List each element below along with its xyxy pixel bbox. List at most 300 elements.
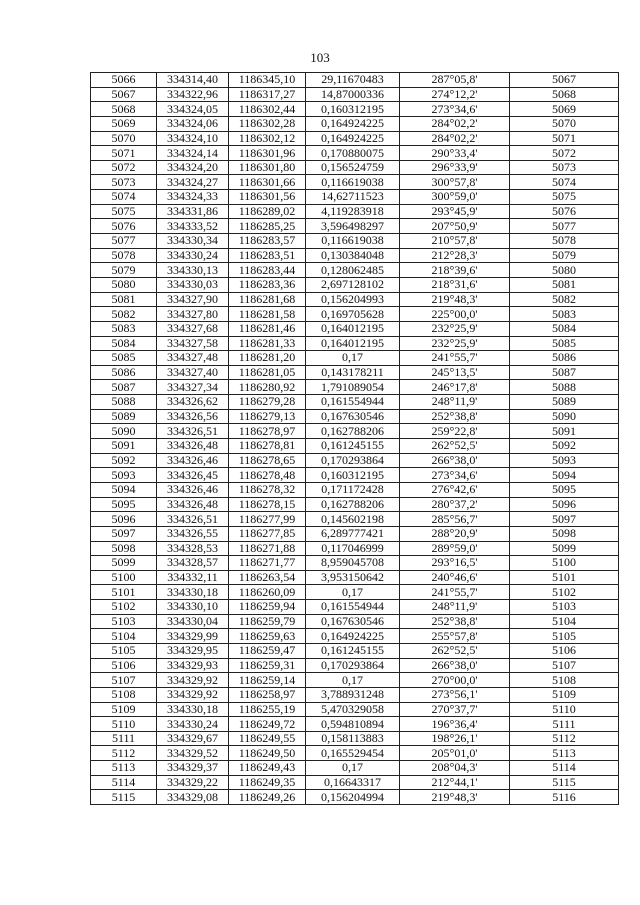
distance-cell: 0,170293864 xyxy=(306,658,400,673)
direction-angle-cell: 207°50,9' xyxy=(400,219,510,234)
point-number-cell: 5112 xyxy=(91,746,157,761)
direction-angle-cell: 218°39,6' xyxy=(400,263,510,278)
point-number-cell: 5084 xyxy=(91,336,157,351)
next-point-number-cell: 5087 xyxy=(510,365,619,380)
y-coordinate-cell: 1186278,15 xyxy=(229,497,306,512)
direction-angle-cell: 285°56,7' xyxy=(400,512,510,527)
point-number-cell: 5083 xyxy=(91,321,157,336)
next-point-number-cell: 5075 xyxy=(510,190,619,205)
y-coordinate-cell: 1186259,47 xyxy=(229,643,306,658)
direction-angle-cell: 245°13,5' xyxy=(400,365,510,380)
next-point-number-cell: 5084 xyxy=(510,321,619,336)
distance-cell: 0,17 xyxy=(306,673,400,688)
point-number-cell: 5100 xyxy=(91,570,157,585)
distance-cell: 0,16643317 xyxy=(306,775,400,790)
y-coordinate-cell: 1186258,97 xyxy=(229,687,306,702)
direction-angle-cell: 293°16,5' xyxy=(400,556,510,571)
point-number-cell: 5105 xyxy=(91,643,157,658)
point-number-cell: 5108 xyxy=(91,687,157,702)
y-coordinate-cell: 1186301,56 xyxy=(229,190,306,205)
x-coordinate-cell: 334324,05 xyxy=(157,102,229,117)
x-coordinate-cell: 334324,27 xyxy=(157,175,229,190)
distance-cell: 0,171172428 xyxy=(306,482,400,497)
direction-angle-cell: 241°55,7' xyxy=(400,351,510,366)
distance-cell: 0,128062485 xyxy=(306,263,400,278)
table-row xyxy=(91,263,619,278)
y-coordinate-cell: 1186271,77 xyxy=(229,556,306,571)
x-coordinate-cell: 334326,48 xyxy=(157,439,229,454)
y-coordinate-cell: 1186255,19 xyxy=(229,702,306,717)
distance-cell: 0,162788206 xyxy=(306,424,400,439)
x-coordinate-cell: 334328,53 xyxy=(157,541,229,556)
next-point-number-cell: 5089 xyxy=(510,395,619,410)
y-coordinate-cell: 1186281,46 xyxy=(229,321,306,336)
distance-cell: 0,161245155 xyxy=(306,439,400,454)
y-coordinate-cell: 1186281,20 xyxy=(229,351,306,366)
y-coordinate-cell: 1186260,09 xyxy=(229,585,306,600)
direction-angle-cell: 219°48,3' xyxy=(400,790,510,805)
next-point-number-cell: 5088 xyxy=(510,380,619,395)
distance-cell: 3,953150642 xyxy=(306,570,400,585)
direction-angle-cell: 266°38,0' xyxy=(400,453,510,468)
x-coordinate-cell: 334329,99 xyxy=(157,629,229,644)
table-row xyxy=(91,73,619,88)
x-coordinate-cell: 334330,18 xyxy=(157,702,229,717)
table-row xyxy=(91,702,619,717)
next-point-number-cell: 5099 xyxy=(510,541,619,556)
point-number-cell: 5093 xyxy=(91,468,157,483)
x-coordinate-cell: 334327,34 xyxy=(157,380,229,395)
y-coordinate-cell: 1186259,14 xyxy=(229,673,306,688)
table-row xyxy=(91,160,619,175)
direction-angle-cell: 208°04,3' xyxy=(400,761,510,776)
table-row xyxy=(91,175,619,190)
point-number-cell: 5072 xyxy=(91,160,157,175)
point-number-cell: 5070 xyxy=(91,131,157,146)
x-coordinate-cell: 334329,93 xyxy=(157,658,229,673)
table-row xyxy=(91,526,619,541)
point-number-cell: 5114 xyxy=(91,775,157,790)
x-coordinate-cell: 334324,33 xyxy=(157,190,229,205)
y-coordinate-cell: 1186301,96 xyxy=(229,146,306,161)
point-number-cell: 5079 xyxy=(91,263,157,278)
x-coordinate-cell: 334330,03 xyxy=(157,277,229,292)
next-point-number-cell: 5067 xyxy=(510,73,619,88)
x-coordinate-cell: 334326,56 xyxy=(157,409,229,424)
direction-angle-cell: 252°38,8' xyxy=(400,614,510,629)
point-number-cell: 5113 xyxy=(91,761,157,776)
table-row xyxy=(91,146,619,161)
table-row xyxy=(91,248,619,263)
table-row xyxy=(91,190,619,205)
point-number-cell: 5094 xyxy=(91,482,157,497)
distance-cell: 0,145602198 xyxy=(306,512,400,527)
next-point-number-cell: 5068 xyxy=(510,87,619,102)
direction-angle-cell: 273°34,6' xyxy=(400,102,510,117)
next-point-number-cell: 5078 xyxy=(510,234,619,249)
point-number-cell: 5086 xyxy=(91,365,157,380)
direction-angle-cell: 287°05,8' xyxy=(400,73,510,88)
distance-cell: 0,164924225 xyxy=(306,629,400,644)
x-coordinate-cell: 334324,06 xyxy=(157,116,229,131)
y-coordinate-cell: 1186278,48 xyxy=(229,468,306,483)
table-row xyxy=(91,365,619,380)
next-point-number-cell: 5106 xyxy=(510,643,619,658)
next-point-number-cell: 5109 xyxy=(510,687,619,702)
x-coordinate-cell: 334332,11 xyxy=(157,570,229,585)
table-row xyxy=(91,497,619,512)
page-number: 103 xyxy=(310,50,330,65)
x-coordinate-cell: 334327,40 xyxy=(157,365,229,380)
y-coordinate-cell: 1186277,85 xyxy=(229,526,306,541)
point-number-cell: 5106 xyxy=(91,658,157,673)
direction-angle-cell: 300°59,0' xyxy=(400,190,510,205)
y-coordinate-cell: 1186277,99 xyxy=(229,512,306,527)
next-point-number-cell: 5079 xyxy=(510,248,619,263)
table-row xyxy=(91,424,619,439)
next-point-number-cell: 5102 xyxy=(510,585,619,600)
direction-angle-cell: 219°48,3' xyxy=(400,292,510,307)
x-coordinate-cell: 334324,10 xyxy=(157,131,229,146)
table-row xyxy=(91,658,619,673)
direction-angle-cell: 248°11,9' xyxy=(400,600,510,615)
y-coordinate-cell: 1186302,44 xyxy=(229,102,306,117)
direction-angle-cell: 296°33,9' xyxy=(400,160,510,175)
point-number-cell: 5104 xyxy=(91,629,157,644)
direction-angle-cell: 284°02,2' xyxy=(400,116,510,131)
direction-angle-cell: 270°00,0' xyxy=(400,673,510,688)
next-point-number-cell: 5086 xyxy=(510,351,619,366)
table-row xyxy=(91,673,619,688)
y-coordinate-cell: 1186283,51 xyxy=(229,248,306,263)
y-coordinate-cell: 1186278,81 xyxy=(229,439,306,454)
distance-cell: 8,959045708 xyxy=(306,556,400,571)
y-coordinate-cell: 1186259,79 xyxy=(229,614,306,629)
y-coordinate-cell: 1186289,02 xyxy=(229,204,306,219)
direction-angle-cell: 288°20,9' xyxy=(400,526,510,541)
point-number-cell: 5087 xyxy=(91,380,157,395)
direction-angle-cell: 248°11,9' xyxy=(400,395,510,410)
distance-cell: 0,156204994 xyxy=(306,790,400,805)
distance-cell: 0,160312195 xyxy=(306,102,400,117)
next-point-number-cell: 5115 xyxy=(510,775,619,790)
next-point-number-cell: 5069 xyxy=(510,102,619,117)
direction-angle-cell: 246°17,8' xyxy=(400,380,510,395)
distance-cell: 14,62711523 xyxy=(306,190,400,205)
point-number-cell: 5081 xyxy=(91,292,157,307)
direction-angle-cell: 232°25,9' xyxy=(400,336,510,351)
table-row xyxy=(91,204,619,219)
table-body xyxy=(91,73,619,805)
x-coordinate-cell: 334329,37 xyxy=(157,761,229,776)
x-coordinate-cell: 334329,92 xyxy=(157,687,229,702)
direction-angle-cell: 284°02,2' xyxy=(400,131,510,146)
next-point-number-cell: 5116 xyxy=(510,790,619,805)
x-coordinate-cell: 334326,62 xyxy=(157,395,229,410)
next-point-number-cell: 5110 xyxy=(510,702,619,717)
table-row xyxy=(91,614,619,629)
direction-angle-cell: 241°55,7' xyxy=(400,585,510,600)
table-row xyxy=(91,643,619,658)
direction-angle-cell: 240°46,6' xyxy=(400,570,510,585)
x-coordinate-cell: 334329,22 xyxy=(157,775,229,790)
next-point-number-cell: 5071 xyxy=(510,131,619,146)
table-row xyxy=(91,775,619,790)
next-point-number-cell: 5076 xyxy=(510,204,619,219)
point-number-cell: 5071 xyxy=(91,146,157,161)
point-number-cell: 5097 xyxy=(91,526,157,541)
distance-cell: 3,596498297 xyxy=(306,219,400,234)
y-coordinate-cell: 1186302,28 xyxy=(229,116,306,131)
table-row xyxy=(91,746,619,761)
direction-angle-cell: 252°38,8' xyxy=(400,409,510,424)
table-row xyxy=(91,468,619,483)
point-number-cell: 5074 xyxy=(91,190,157,205)
point-number-cell: 5077 xyxy=(91,234,157,249)
direction-angle-cell: 262°52,5' xyxy=(400,643,510,658)
direction-angle-cell: 290°33,4' xyxy=(400,146,510,161)
distance-cell: 0,161554944 xyxy=(306,395,400,410)
direction-angle-cell: 293°45,9' xyxy=(400,204,510,219)
table-row xyxy=(91,336,619,351)
direction-angle-cell: 289°59,0' xyxy=(400,541,510,556)
y-coordinate-cell: 1186249,72 xyxy=(229,717,306,732)
distance-cell: 0,594810894 xyxy=(306,717,400,732)
direction-angle-cell: 270°37,7' xyxy=(400,702,510,717)
distance-cell: 4,119283918 xyxy=(306,204,400,219)
point-number-cell: 5078 xyxy=(91,248,157,263)
y-coordinate-cell: 1186259,63 xyxy=(229,629,306,644)
table-row xyxy=(91,570,619,585)
y-coordinate-cell: 1186249,50 xyxy=(229,746,306,761)
distance-cell: 0,167630546 xyxy=(306,614,400,629)
next-point-number-cell: 5100 xyxy=(510,556,619,571)
direction-angle-cell: 205°01,0' xyxy=(400,746,510,761)
x-coordinate-cell: 334331,86 xyxy=(157,204,229,219)
table-row xyxy=(91,790,619,805)
x-coordinate-cell: 334330,34 xyxy=(157,234,229,249)
next-point-number-cell: 5101 xyxy=(510,570,619,585)
next-point-number-cell: 5085 xyxy=(510,336,619,351)
table-row xyxy=(91,351,619,366)
direction-angle-cell: 212°28,3' xyxy=(400,248,510,263)
y-coordinate-cell: 1186259,94 xyxy=(229,600,306,615)
next-point-number-cell: 5092 xyxy=(510,439,619,454)
x-coordinate-cell: 334330,24 xyxy=(157,248,229,263)
next-point-number-cell: 5094 xyxy=(510,468,619,483)
direction-angle-cell: 273°56,1' xyxy=(400,687,510,702)
next-point-number-cell: 5082 xyxy=(510,292,619,307)
y-coordinate-cell: 1186345,10 xyxy=(229,73,306,88)
y-coordinate-cell: 1186301,80 xyxy=(229,160,306,175)
distance-cell: 0,17 xyxy=(306,351,400,366)
y-coordinate-cell: 1186271,88 xyxy=(229,541,306,556)
direction-angle-cell: 225°00,0' xyxy=(400,307,510,322)
y-coordinate-cell: 1186279,28 xyxy=(229,395,306,410)
x-coordinate-cell: 334329,52 xyxy=(157,746,229,761)
x-coordinate-cell: 334322,96 xyxy=(157,87,229,102)
next-point-number-cell: 5073 xyxy=(510,160,619,175)
point-number-cell: 5098 xyxy=(91,541,157,556)
y-coordinate-cell: 1186317,27 xyxy=(229,87,306,102)
table-row xyxy=(91,556,619,571)
next-point-number-cell: 5097 xyxy=(510,512,619,527)
y-coordinate-cell: 1186283,57 xyxy=(229,234,306,249)
next-point-number-cell: 5081 xyxy=(510,277,619,292)
table-row xyxy=(91,219,619,234)
y-coordinate-cell: 1186249,43 xyxy=(229,761,306,776)
point-number-cell: 5085 xyxy=(91,351,157,366)
table-row xyxy=(91,292,619,307)
distance-cell: 0,164012195 xyxy=(306,321,400,336)
distance-cell: 0,130384048 xyxy=(306,248,400,263)
point-number-cell: 5115 xyxy=(91,790,157,805)
y-coordinate-cell: 1186279,13 xyxy=(229,409,306,424)
point-number-cell: 5067 xyxy=(91,87,157,102)
x-coordinate-cell: 334327,90 xyxy=(157,292,229,307)
distance-cell: 0,158113883 xyxy=(306,731,400,746)
x-coordinate-cell: 334314,40 xyxy=(157,73,229,88)
table-row xyxy=(91,482,619,497)
x-coordinate-cell: 334329,92 xyxy=(157,673,229,688)
table-row xyxy=(91,687,619,702)
distance-cell: 14,87000336 xyxy=(306,87,400,102)
distance-cell: 29,11670483 xyxy=(306,73,400,88)
direction-angle-cell: 274°12,2' xyxy=(400,87,510,102)
distance-cell: 0,164924225 xyxy=(306,131,400,146)
direction-angle-cell: 262°52,5' xyxy=(400,439,510,454)
x-coordinate-cell: 334330,10 xyxy=(157,600,229,615)
y-coordinate-cell: 1186301,66 xyxy=(229,175,306,190)
distance-cell: 0,117046999 xyxy=(306,541,400,556)
distance-cell: 0,17 xyxy=(306,761,400,776)
table-row xyxy=(91,116,619,131)
table-row xyxy=(91,629,619,644)
y-coordinate-cell: 1186249,26 xyxy=(229,790,306,805)
point-number-cell: 5088 xyxy=(91,395,157,410)
distance-cell: 6,289777421 xyxy=(306,526,400,541)
table-row xyxy=(91,512,619,527)
distance-cell: 0,156524759 xyxy=(306,160,400,175)
point-number-cell: 5092 xyxy=(91,453,157,468)
next-point-number-cell: 5096 xyxy=(510,497,619,512)
next-point-number-cell: 5070 xyxy=(510,116,619,131)
y-coordinate-cell: 1186281,33 xyxy=(229,336,306,351)
next-point-number-cell: 5093 xyxy=(510,453,619,468)
y-coordinate-cell: 1186280,92 xyxy=(229,380,306,395)
x-coordinate-cell: 334329,67 xyxy=(157,731,229,746)
x-coordinate-cell: 334326,51 xyxy=(157,424,229,439)
y-coordinate-cell: 1186278,32 xyxy=(229,482,306,497)
point-number-cell: 5096 xyxy=(91,512,157,527)
coordinates-table xyxy=(90,72,619,805)
x-coordinate-cell: 334326,48 xyxy=(157,497,229,512)
y-coordinate-cell: 1186285,25 xyxy=(229,219,306,234)
x-coordinate-cell: 334326,45 xyxy=(157,468,229,483)
direction-angle-cell: 198°26,1' xyxy=(400,731,510,746)
table-row xyxy=(91,277,619,292)
point-number-cell: 5073 xyxy=(91,175,157,190)
distance-cell: 0,161245155 xyxy=(306,643,400,658)
point-number-cell: 5111 xyxy=(91,731,157,746)
table-row xyxy=(91,234,619,249)
y-coordinate-cell: 1186278,65 xyxy=(229,453,306,468)
point-number-cell: 5082 xyxy=(91,307,157,322)
table-row xyxy=(91,453,619,468)
distance-cell: 0,167630546 xyxy=(306,409,400,424)
direction-angle-cell: 196°36,4' xyxy=(400,717,510,732)
x-coordinate-cell: 334327,48 xyxy=(157,351,229,366)
y-coordinate-cell: 1186263,54 xyxy=(229,570,306,585)
distance-cell: 0,165529454 xyxy=(306,746,400,761)
point-number-cell: 5089 xyxy=(91,409,157,424)
y-coordinate-cell: 1186278,97 xyxy=(229,424,306,439)
table-row xyxy=(91,395,619,410)
next-point-number-cell: 5090 xyxy=(510,409,619,424)
y-coordinate-cell: 1186259,31 xyxy=(229,658,306,673)
next-point-number-cell: 5112 xyxy=(510,731,619,746)
direction-angle-cell: 212°44,1' xyxy=(400,775,510,790)
direction-angle-cell: 232°25,9' xyxy=(400,321,510,336)
x-coordinate-cell: 334330,13 xyxy=(157,263,229,278)
direction-angle-cell: 255°57,8' xyxy=(400,629,510,644)
distance-cell: 2,697128102 xyxy=(306,277,400,292)
x-coordinate-cell: 334326,55 xyxy=(157,526,229,541)
distance-cell: 0,164924225 xyxy=(306,116,400,131)
next-point-number-cell: 5098 xyxy=(510,526,619,541)
distance-cell: 0,161554944 xyxy=(306,600,400,615)
table-row xyxy=(91,87,619,102)
table-row xyxy=(91,600,619,615)
table-row xyxy=(91,380,619,395)
next-point-number-cell: 5072 xyxy=(510,146,619,161)
distance-cell: 0,170293864 xyxy=(306,453,400,468)
direction-angle-cell: 210°57,8' xyxy=(400,234,510,249)
x-coordinate-cell: 334329,08 xyxy=(157,790,229,805)
next-point-number-cell: 5104 xyxy=(510,614,619,629)
next-point-number-cell: 5091 xyxy=(510,424,619,439)
direction-angle-cell: 259°22,8' xyxy=(400,424,510,439)
direction-angle-cell: 218°31,6' xyxy=(400,277,510,292)
point-number-cell: 5109 xyxy=(91,702,157,717)
point-number-cell: 5066 xyxy=(91,73,157,88)
direction-angle-cell: 266°38,0' xyxy=(400,658,510,673)
x-coordinate-cell: 334326,46 xyxy=(157,453,229,468)
next-point-number-cell: 5105 xyxy=(510,629,619,644)
point-number-cell: 5075 xyxy=(91,204,157,219)
table-row xyxy=(91,731,619,746)
point-number-cell: 5099 xyxy=(91,556,157,571)
next-point-number-cell: 5074 xyxy=(510,175,619,190)
table-row xyxy=(91,102,619,117)
next-point-number-cell: 5113 xyxy=(510,746,619,761)
next-point-number-cell: 5108 xyxy=(510,673,619,688)
next-point-number-cell: 5095 xyxy=(510,482,619,497)
x-coordinate-cell: 334329,95 xyxy=(157,643,229,658)
x-coordinate-cell: 334327,68 xyxy=(157,321,229,336)
next-point-number-cell: 5077 xyxy=(510,219,619,234)
distance-cell: 0,17 xyxy=(306,585,400,600)
next-point-number-cell: 5103 xyxy=(510,600,619,615)
direction-angle-cell: 300°57,8' xyxy=(400,175,510,190)
next-point-number-cell: 5111 xyxy=(510,717,619,732)
point-number-cell: 5080 xyxy=(91,277,157,292)
distance-cell: 0,160312195 xyxy=(306,468,400,483)
table-row xyxy=(91,717,619,732)
y-coordinate-cell: 1186283,36 xyxy=(229,277,306,292)
point-number-cell: 5110 xyxy=(91,717,157,732)
direction-angle-cell: 273°34,6' xyxy=(400,468,510,483)
